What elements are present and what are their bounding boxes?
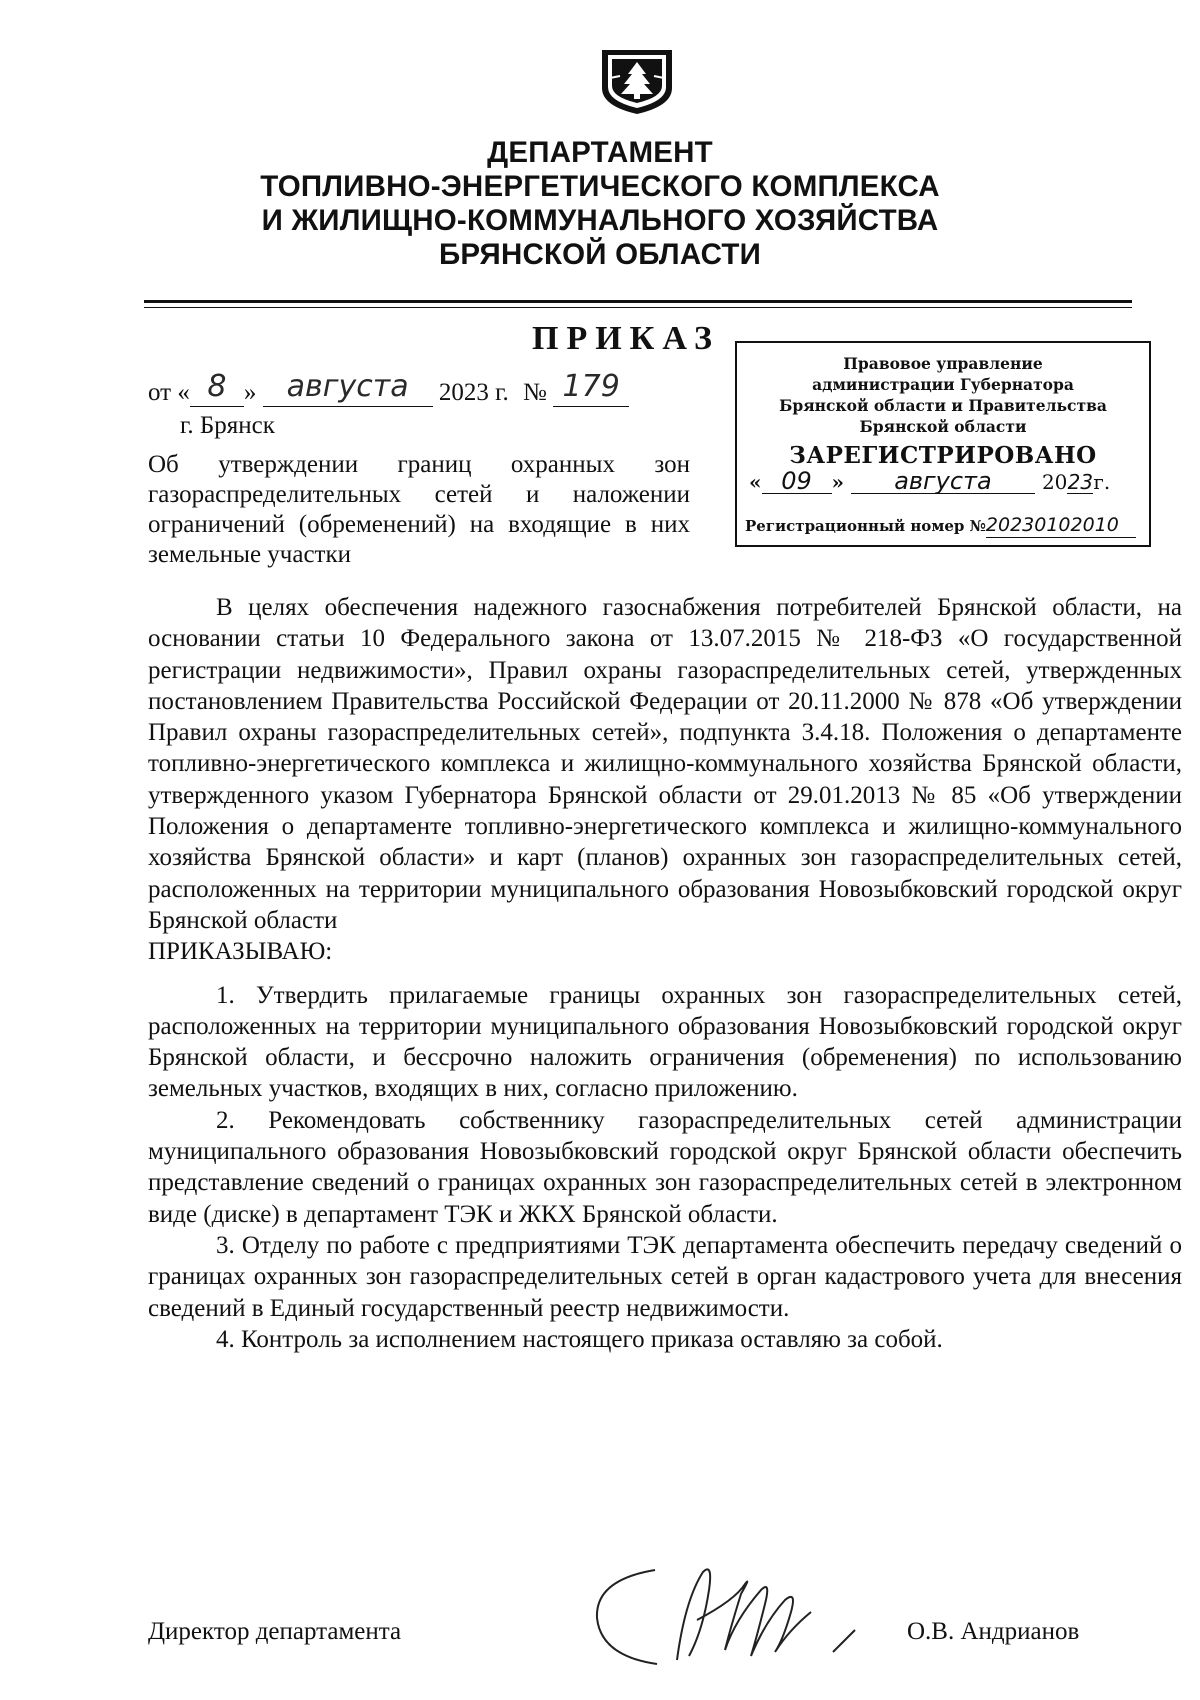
order-item-3: 3. Отделу по работе с предприятиями ТЭК департамента обеспечить передачу сведений о границах охранных зон газораспределительных сетей в орган кадастрового учета для внесения сведений в Единый государственный реестр недвижимости. [148, 1231, 1182, 1322]
header-line-2: ТОПЛИВНО-ЭНЕРГЕТИЧЕСКОГО КОМПЛЕКСА [260, 170, 940, 203]
header-line-4: БРЯНСКОЙ ОБЛАСТИ [439, 238, 761, 271]
stamp-reg-number-label: Регистрационный номер № [745, 517, 986, 535]
stamp-year-field [1067, 472, 1093, 494]
stamp-year-suffix: 23 [1067, 470, 1094, 494]
order-number-field [553, 369, 629, 407]
stamp-month: августа [894, 467, 992, 495]
stamp-reg-number-line [745, 515, 1145, 538]
signatory-name: О.В. Андрианов [907, 1618, 1080, 1645]
order-day-field [190, 369, 244, 407]
coat-of-arms-icon [598, 48, 676, 116]
order-month: августа [286, 369, 409, 404]
order-body [148, 592, 1182, 1355]
order-item-2: 2. Рекомендовать собственнику газораспределительных сетей администрации муниципального образования Новозыбковский городской округ Брянской области обеспечить представление сведений о границах охранных зон газораспределительных сетей в электронном виде (диске) в департамент ТЭК и ЖКХ Брянской области. [148, 1106, 1182, 1228]
stamp-day-field [762, 467, 832, 495]
stamp-org-line-1: Правовое управление [843, 354, 1043, 373]
header-line-1: ДЕПАРТАМЕНТ [487, 136, 713, 169]
order-date-line [148, 369, 629, 408]
header-rule-thick [144, 300, 1132, 303]
stamp-year-prefix: 20 [1041, 470, 1068, 494]
department-header [0, 136, 1200, 272]
stamp-status: ЗАРЕГИСТРИРОВАНО [789, 442, 1097, 469]
stamp-year-unit: г. [1093, 470, 1111, 494]
order-item-4: 4. Контроль за исполнением настоящего приказа оставляю за собой. [216, 1325, 943, 1353]
registration-stamp [735, 341, 1151, 547]
date-prefix: от « [148, 379, 190, 406]
stamp-reg-number-field [986, 515, 1136, 538]
handwritten-signature-icon [585, 1560, 875, 1670]
date-day-close: » [243, 379, 257, 406]
order-subject: Об утверждении границ охранных зон газораспределительных сетей и наложении ограничений (обременений) на входящие в них земельные участки [148, 451, 690, 568]
order-year: 2023 г. [438, 379, 509, 406]
stamp-date-line: « 09 » августа 2023г. [749, 467, 1111, 495]
header-rule-thin [144, 307, 1132, 308]
order-city: г. Брянск [180, 412, 275, 439]
order-word: ПРИКАЗЫВАЮ: [148, 938, 333, 966]
order-day: 8 [207, 369, 227, 404]
stamp-org-line-2: администрации Губернатора [812, 375, 1074, 394]
stamp-day: 09 [781, 467, 812, 495]
header-line-3: И ЖИЛИЩНО-КОММУНАЛЬНОГО ХОЗЯЙСТВА [261, 204, 939, 237]
order-month-field [263, 369, 433, 407]
order-item-1: 1. Утвердить прилагаемые границы охранных зон газораспределительных сетей, расположенных на территории муниципального образования Новозыбковский городской округ Брянской области, и бессрочно наложить ограничения (обременения) по использованию земельных участков, входящих в них, согласно приложению. [148, 981, 1182, 1103]
order-number-label: № [523, 379, 547, 406]
stamp-reg-number: 20230102010 [985, 514, 1119, 536]
stamp-org-line-4: Брянской области [859, 417, 1027, 436]
preamble-paragraph: В целях обеспечения надежного газоснабжения потребителей Брянской области, на основании статьи 10 Федерального закона от 13.07.2015 № 218-ФЗ «О государственной регистрации недвижимости», Правил охраны газораспределительных сетей, утвержденных постановлением Правительства Российской Федерации от 20.11.2000 № 878 «Об утверждении Правил охраны газораспределительных сетей», подпункта 3.4.18. Положения о департаменте топливно-энергетического комплекса и жилищно-коммунального хозяйства Брянской области, утвержденного указом Губернатора Брянской области от 29.01.2013 № 85 «Об утверждении Положения о департаменте топливно-энергетического комплекса и жилищно-коммунального хозяйства Брянской области» и карт (планов) охранных зон газораспределительных сетей, расположенных на территории муниципального образования Новозыбковский городской округ Брянской области [148, 594, 1182, 934]
order-number: 179 [562, 369, 620, 404]
stamp-org-line-3: Брянской области и Правительства [779, 396, 1107, 415]
order-title: ПРИКАЗ [532, 320, 720, 357]
signatory-position: Директор департамента [148, 1618, 402, 1645]
